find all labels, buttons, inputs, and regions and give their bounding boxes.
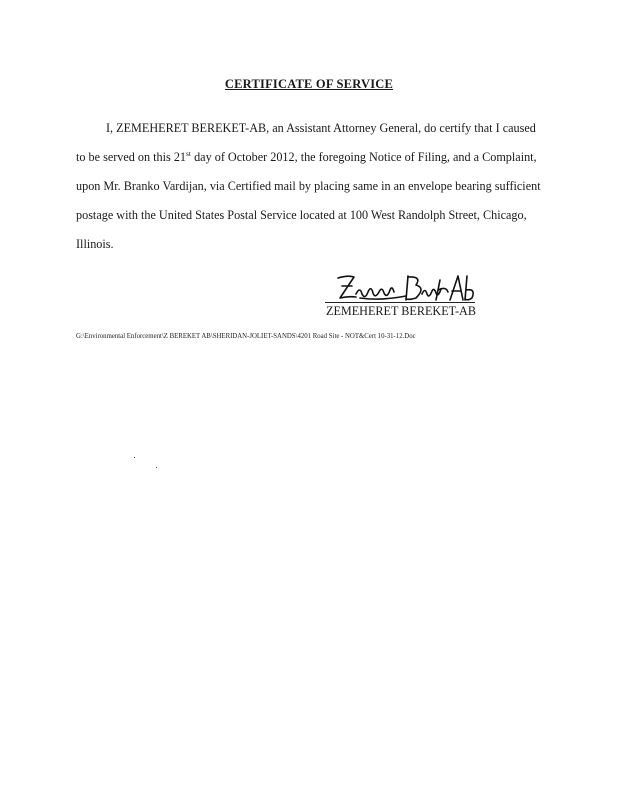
scan-speck (156, 467, 157, 468)
body-line-5: Illinois. (76, 237, 114, 251)
body-line-3: upon Mr. Branko Vardijan, via Certified mail by placing same in an envelope bearing sufficient (76, 179, 541, 193)
body-line-2-start: to be served on this 21 (76, 150, 187, 164)
scan-speck (134, 457, 135, 458)
signature-line (325, 302, 475, 303)
body-line-2-end: day of October 2012, the foregoing Notice of Filing, and a Complaint, (191, 150, 537, 164)
page-title: CERTIFICATE OF SERVICE (224, 77, 394, 91)
body-line-1: I, ZEMEHERET BEREKET-AB, an Assistant Attorney General, do certify that I caused (106, 121, 536, 135)
ordinal-suffix: st (186, 149, 192, 158)
signer-name: ZEMEHERET BEREKET-AB (326, 304, 476, 318)
file-path-footer: G:\Environmental Enforcement\Z BEREKET AB\SHERIDAN-JOLIET-SANDS\4201 Road Site - NOT&Cert 10-31-12.Doc (76, 333, 416, 340)
body-line-4: postage with the United States Postal Service located at 100 West Randolph Street, Chicago, (76, 208, 527, 222)
body-line-2 (76, 150, 537, 165)
